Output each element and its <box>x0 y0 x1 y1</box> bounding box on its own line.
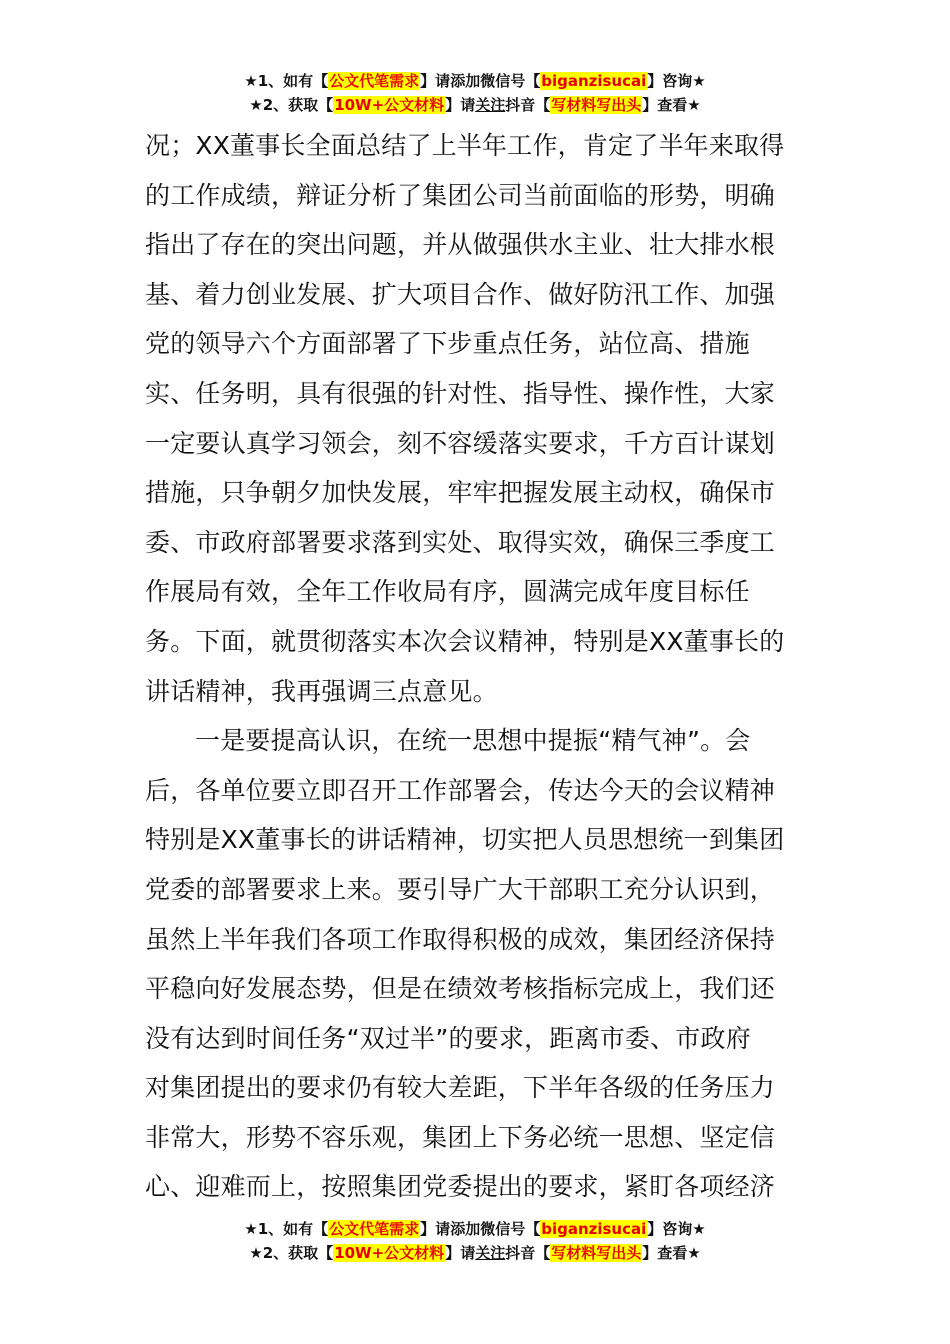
banner-emphasis: 添加 <box>450 1220 481 1238</box>
banner-text: ★1、如有【 <box>244 72 329 90</box>
banner-text: 】咨询★ <box>647 1220 706 1238</box>
banner-text: 】请 <box>445 96 476 114</box>
text-line: 党委的部署要求上来。要引导广大干部职工充分认识到， <box>145 874 776 904</box>
banner-emphasis: 关注 <box>475 96 506 114</box>
banner-text: ★1、如有【 <box>244 1220 329 1238</box>
banner-text: 微信号【 <box>480 72 541 90</box>
text-line: 虽然上半年我们各项工作取得积极的成效，集团经济保持 <box>145 924 776 954</box>
highlight-label: 公文代笔需求 <box>329 72 420 90</box>
banner-emphasis: 关注 <box>475 1244 506 1262</box>
highlight-label: 公文代笔需求 <box>329 1220 420 1238</box>
text-line: 基、着力创业发展、扩大项目合作、做好防汛工作、加强 <box>145 279 776 309</box>
text-line: 没有达到时间任务“双过半”的要求，距离市委、市政府 <box>145 1023 751 1053</box>
banner-text: 】咨询★ <box>647 72 706 90</box>
document-body <box>145 121 810 1212</box>
wechat-id-highlight: biganzisucai <box>541 1220 647 1238</box>
douyin-id-highlight: 写材料写出头 <box>551 96 642 114</box>
text-line: 对集团提出的要求仍有较大差距，下半年各级的任务压力 <box>145 1073 776 1103</box>
text-line: 委、市政府部署要求落到实处、取得实效，确保三季度工 <box>145 527 776 557</box>
text-line: 措施，只争朝夕加快发展，牢牢把握发展主动权，确保市 <box>145 478 776 508</box>
banner-text: 】查看★ <box>642 1244 701 1262</box>
banner-emphasis: 添加 <box>450 72 481 90</box>
text-line: 非常大，形势不容乐观，集团上下务必统一思想、坚定信 <box>145 1122 776 1152</box>
banner-text: ★2、获取【 <box>249 1244 334 1262</box>
text-line: 作展局有效，全年工作收局有序，圆满完成年度目标任 <box>145 577 750 607</box>
highlight-label: 10W+公文材料 <box>334 1244 445 1262</box>
banner-text: 微信号【 <box>480 1220 541 1238</box>
header-banner <box>0 70 950 118</box>
text-line: 平稳向好发展态势，但是在绩效考核指标完成上，我们还 <box>145 974 776 1004</box>
text-line: 务。下面，就贯彻落实本次会议精神，特别是XX董事长的 <box>145 626 785 656</box>
text-line: 心、迎难而上，按照集团党委提出的要求，紧盯各项经济 <box>145 1172 776 1202</box>
banner-text: 】查看★ <box>642 96 701 114</box>
text-line: 一定要认真学习领会，刻不容缓落实要求，千方百计谋划 <box>145 428 776 458</box>
banner-text: 抖音【 <box>505 96 551 114</box>
douyin-id-highlight: 写材料写出头 <box>551 1244 642 1262</box>
highlight-label: 10W+公文材料 <box>334 96 445 114</box>
text-line: 指出了存在的突出问题，并从做强供水主业、壮大排水根 <box>145 230 776 260</box>
banner-text: 抖音【 <box>505 1244 551 1262</box>
text-line: 况；XX董事长全面总结了上半年工作，肯定了半年来取得 <box>145 131 785 160</box>
banner-text: 】请 <box>420 72 451 90</box>
banner-line-1 <box>0 1218 950 1242</box>
banner-text: 】请 <box>445 1244 476 1262</box>
footer-banner <box>0 1218 950 1266</box>
text-line: 实、任务明，具有很强的针对性、指导性、操作性，大家 <box>145 378 776 408</box>
text-line: 特别是XX董事长的讲话精神，切实把人员思想统一到集团 <box>145 825 785 855</box>
banner-text: ★2、获取【 <box>249 96 334 114</box>
banner-line-2 <box>0 1242 950 1266</box>
text-line: 党的领导六个方面部署了下步重点任务，站位高、措施 <box>145 329 750 359</box>
wechat-id-highlight: biganzisucai <box>541 72 647 90</box>
text-line: 讲话精神，我再强调三点意见。 <box>145 676 498 706</box>
banner-text: 】请 <box>420 1220 451 1238</box>
banner-line-1 <box>0 70 950 94</box>
paragraph-start-line: 一是要提高认识，在统一思想中提振“精气神”。会 <box>195 726 751 756</box>
text-line: 的工作成绩，辩证分析了集团公司当前面临的形势，明确 <box>145 180 776 210</box>
text-line: 后，各单位要立即召开工作部署会，传达今天的会议精神 <box>145 775 776 805</box>
banner-line-2 <box>0 94 950 118</box>
